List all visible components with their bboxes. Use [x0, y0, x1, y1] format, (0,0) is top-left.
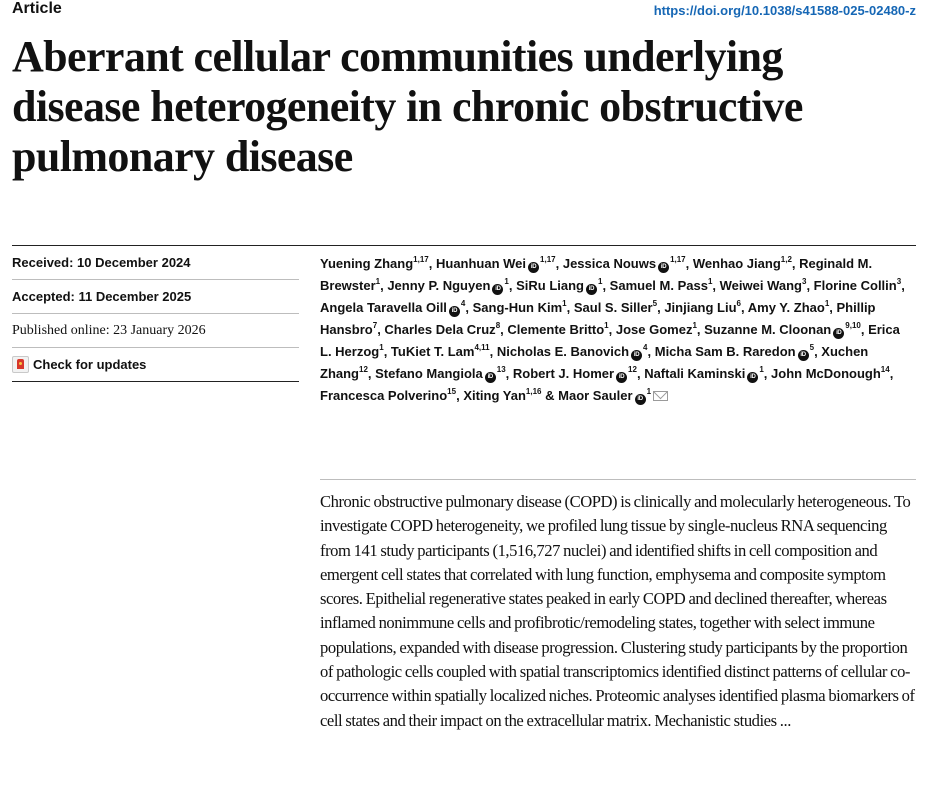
affiliation-superscript[interactable]: 3 [896, 276, 902, 286]
author-name-text[interactable]: Micha Sam B. Raredon [654, 344, 796, 359]
author-name-text[interactable]: Samuel M. Pass [609, 278, 708, 293]
affiliation-superscript[interactable]: 1 [646, 386, 652, 396]
affiliation-superscript[interactable]: 1,17 [540, 254, 556, 264]
orcid-icon[interactable]: iD [798, 350, 809, 361]
author-name-text[interactable]: Amy Y. Zhao [747, 300, 825, 315]
publication-metadata [12, 246, 299, 382]
author-name[interactable] [574, 300, 657, 315]
article-type-label: Article [12, 0, 62, 17]
affiliation-superscript[interactable]: 7 [372, 320, 378, 330]
affiliation-superscript[interactable]: 4 [643, 342, 648, 352]
affiliation-superscript[interactable]: 1 [597, 276, 603, 286]
affiliation-superscript[interactable]: 12 [628, 364, 637, 374]
affiliation-superscript[interactable]: 1 [604, 320, 609, 330]
orcid-icon[interactable]: iD [631, 350, 642, 361]
affiliation-superscript[interactable]: 1,16 [525, 386, 542, 396]
author-name-text[interactable]: John McDonough [771, 366, 881, 381]
orcid-icon[interactable]: iD [833, 328, 844, 339]
orcid-icon[interactable]: iD [492, 284, 503, 295]
author-name[interactable] [507, 322, 608, 337]
check-for-updates-button[interactable] [12, 348, 299, 382]
affiliation-superscript[interactable]: 5 [809, 342, 815, 352]
published-date: Published online: 23 January 2026 [12, 314, 299, 348]
affiliation-superscript[interactable]: 3 [801, 276, 807, 286]
author-name-text[interactable]: Xiting Yan [463, 388, 526, 403]
author-name[interactable] [704, 322, 861, 337]
author-name[interactable] [497, 344, 648, 359]
affiliation-superscript[interactable]: 8 [495, 320, 501, 330]
check-for-updates-label[interactable]: Check for updates [33, 357, 147, 372]
affiliation-superscript[interactable]: 1,17 [670, 254, 686, 264]
author-name[interactable] [610, 278, 713, 293]
affiliation-superscript[interactable]: 1 [375, 276, 381, 286]
author-name[interactable] [320, 300, 465, 315]
author-name-text[interactable]: Jose Gomez [615, 322, 693, 337]
author-conjunction: & [545, 388, 555, 403]
author-name-text[interactable]: Jessica Nouws [562, 256, 657, 271]
affiliation-superscript[interactable]: 6 [736, 298, 741, 308]
author-name[interactable] [693, 256, 792, 271]
author-name[interactable] [436, 256, 556, 271]
author-name-text[interactable]: Nicholas E. Banovich [496, 344, 630, 359]
author-name-text[interactable]: Clemente Britto [507, 322, 605, 337]
affiliation-superscript[interactable]: 4,11 [474, 342, 490, 352]
author-list: Yuening Zhang$^{1,17}$, Huanhuan Wei iD$^{1,17}$, Jessica Nouws iD$^{1,17}$, Wenhao Jiang$^{1,2}$, Reginald M. Brewster$^1$, Jenny P. Nguyen $iD^1$, SiRu Liang $iD^1$, Samuel M. Pass$^1$, Weiwei Wang$^3$, Florine Collin$^3$, Angela Taravella Oill $iD^4$, Sang-Hun Kim$^1$, Saul S. Siller$^5$, Jinjiang Liu$^6$, Amy Y. Zhao$^1$, Phillip Hansbro$^7$, Charles Dela Cruz$^8$, Clemente Britto$^1$, Jose Gomez$^1$, Suzanne M. Cloonan iD$^{9,10}$, Erica L. Herzog$^1$, TuKiet T. Lam$^{4,11}$, Nicholas E. Banovich $iD^4$, Micha Sam B. Raredon $iD^5$, Xuchen Zhang$^{12}$, Stefano Mangiola $iD^{13}$, Robert J. Homer $iD^{12}$, Naftali Kaminski $iD^1$, John McDonough$^{14}$, Francesca Polverino$^{15}$, Xiting Yan$^{1,16}$ & Maor Sauler $iD^1$ [320, 254, 905, 403]
author-name-text[interactable]: Robert J. Homer [512, 366, 615, 381]
author-name-text[interactable]: Jenny P. Nguyen [387, 278, 491, 293]
author-name[interactable] [644, 366, 764, 381]
author-name-text[interactable]: SiRu Liang [516, 278, 584, 293]
author-name[interactable] [320, 256, 429, 271]
orcid-icon[interactable]: iD [635, 394, 646, 405]
author-name-text[interactable]: Francesca Polverino [320, 388, 448, 403]
affiliation-superscript[interactable]: 9,10 [845, 320, 861, 330]
abstract-divider [320, 479, 916, 480]
author-name-text[interactable]: Stefano Mangiola [375, 366, 483, 381]
author-name[interactable] [391, 344, 490, 359]
author-name[interactable] [771, 366, 890, 381]
author-name[interactable] [720, 278, 807, 293]
affiliation-superscript[interactable]: 14 [880, 364, 890, 374]
author-name-text[interactable]: Sang-Hun Kim [472, 300, 563, 315]
author-name-text[interactable]: Florine Collin [813, 278, 897, 293]
author-name-text[interactable]: Suzanne M. Cloonan [704, 322, 832, 337]
orcid-icon[interactable]: iD [586, 284, 597, 295]
orcid-icon[interactable]: iD [449, 306, 460, 317]
affiliation-superscript[interactable]: 1 [759, 364, 764, 374]
received-date: Received: 10 December 2024 [12, 246, 299, 280]
author-name-text[interactable]: Angela Taravella Oill [320, 300, 447, 315]
affiliation-superscript[interactable]: 4 [460, 298, 466, 308]
article-title: Aberrant cellular communities underlying disease heterogeneity in chronic obstructive pulmonary disease [12, 32, 803, 181]
author-name-text[interactable]: Phillip Hansbro [320, 300, 876, 337]
author-name[interactable] [655, 344, 814, 359]
author-name[interactable] [616, 322, 697, 337]
author-name[interactable] [664, 300, 741, 315]
author-name[interactable] [748, 300, 830, 315]
author-name-text[interactable]: Yuening Zhang [320, 256, 414, 271]
orcid-icon[interactable]: iD [485, 372, 496, 383]
author-name-text[interactable]: Reginald M. Brewster [320, 256, 873, 293]
affiliation-superscript[interactable]: 5 [652, 298, 658, 308]
affiliation-superscript[interactable]: 1 [707, 276, 713, 286]
author-name-text[interactable]: Erica L. Herzog [320, 322, 900, 359]
email-icon[interactable] [653, 391, 668, 401]
author-name[interactable] [513, 366, 637, 381]
orcid-icon[interactable]: iD [747, 372, 758, 383]
affiliation-superscript[interactable]: 1 [824, 298, 830, 308]
accepted-date: Accepted: 11 December 2025 [12, 280, 299, 314]
affiliation-superscript[interactable]: 1 [379, 342, 384, 352]
orcid-icon[interactable]: iD [658, 262, 669, 273]
affiliation-superscript[interactable]: 12 [359, 364, 368, 374]
author-name-text[interactable]: Wenhao Jiang [692, 256, 781, 271]
author-name[interactable] [558, 388, 668, 403]
author-name[interactable] [814, 278, 902, 293]
author-name[interactable] [320, 388, 456, 403]
orcid-icon[interactable]: iD [528, 262, 539, 273]
affiliation-superscript[interactable]: 1 [562, 298, 567, 308]
author-name-text[interactable]: Xuchen Zhang [320, 344, 869, 381]
affiliation-superscript[interactable]: 1 [504, 276, 509, 286]
author-name[interactable] [563, 256, 686, 271]
author-name-text[interactable]: TuKiet T. Lam [390, 344, 475, 359]
author-name[interactable] [516, 278, 602, 293]
author-name[interactable] [473, 300, 567, 315]
affiliation-superscript[interactable]: 1,2 [780, 254, 792, 264]
author-name[interactable] [463, 388, 541, 403]
author-name-text[interactable]: Huanhuan Wei [435, 256, 527, 271]
author-name-text[interactable]: Saul S. Siller [573, 300, 653, 315]
author-name-text[interactable]: Jinjiang Liu [664, 300, 737, 315]
orcid-icon[interactable]: iD [616, 372, 627, 383]
author-name[interactable] [384, 322, 500, 337]
doi-link[interactable]: https://doi.org/10.1038/s41588-025-02480-z [653, 3, 916, 18]
affiliation-superscript[interactable]: 1,17 [413, 254, 429, 264]
abstract-text: Chronic obstructive pulmonary disease (COPD) is clinically and molecularly heterogeneous. To investigate COPD heterogeneity, we profiled lung tissue by single-nucleus RNA sequencing from 141 study participants (1,516,727 nuclei) and identified shifts in cell composition and emergent cell states that correlated with lung function, emphysema and composite symptom scores. Epithelial regenerative states peaked in early COPD and declined thereafter, whereas inflamed nonimmune cells and profibrotic/remodeling states, together with select immune populations, expanded with disease progression. Clustering study participants by the proportion of pathologic cells coupled with spatial transcriptomics identified distinct patterns of cellular co-occurrence within spatially localized niches. Proteomic analyses identified plasma biomarkers of cell states and their impact on the extracellular matrix. Mechanistic studies ... [320, 492, 915, 730]
author-name-text[interactable]: Charles Dela Cruz [384, 322, 496, 337]
affiliation-superscript[interactable]: 1 [692, 320, 697, 330]
affiliation-superscript[interactable]: 15 [447, 386, 457, 396]
author-name[interactable] [387, 278, 509, 293]
author-name[interactable] [375, 366, 506, 381]
crossmark-icon[interactable] [12, 356, 29, 373]
author-name-text[interactable]: Naftali Kaminski [644, 366, 746, 381]
author-name-text[interactable]: Weiwei Wang [719, 278, 802, 293]
article-header [12, 0, 916, 20]
affiliation-superscript[interactable]: 13 [496, 364, 506, 374]
author-name-text[interactable]: Maor Sauler [558, 388, 633, 403]
